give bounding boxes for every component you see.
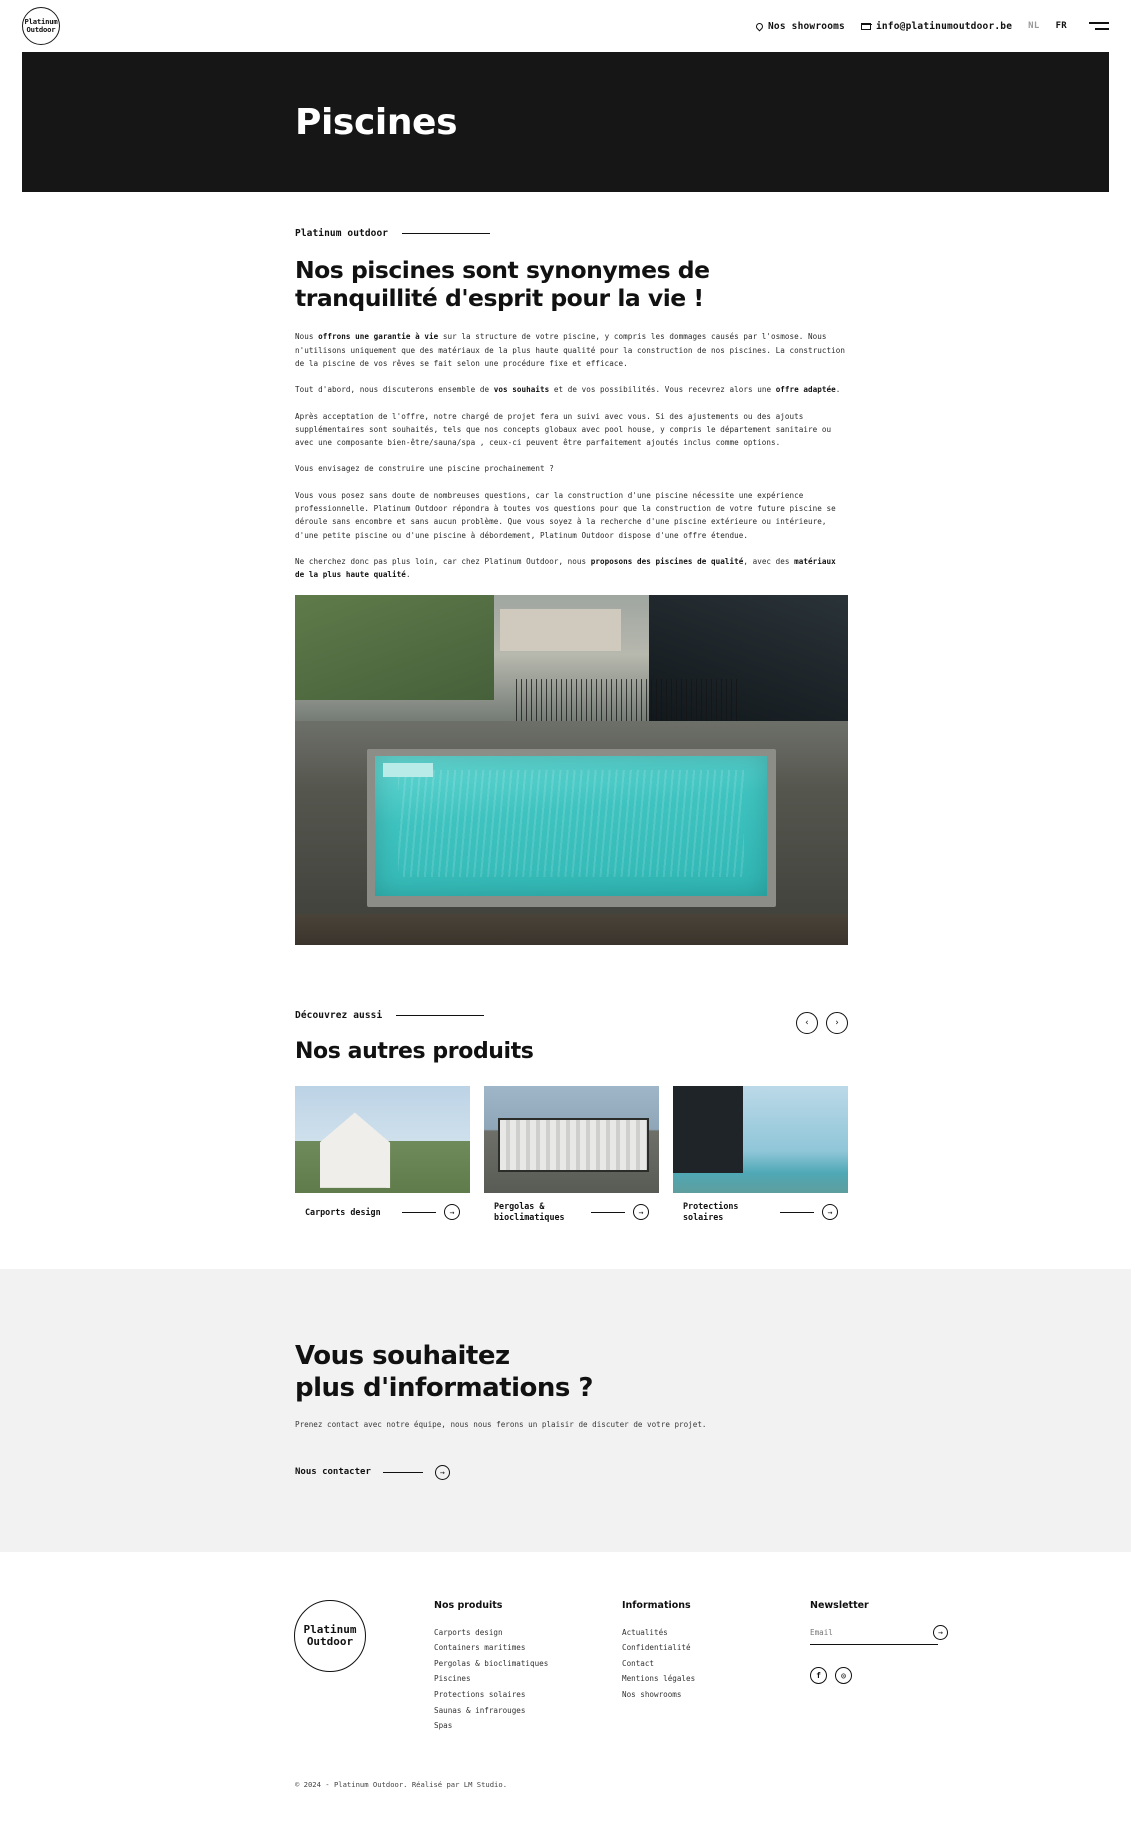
products-eyebrow [295, 1010, 848, 1021]
lang-fr[interactable]: FR [1055, 21, 1067, 31]
intro-p2-part-e: . [835, 385, 841, 395]
intro-p1-highlight: offrons une garantie à vie [318, 332, 439, 342]
envelope-icon [861, 23, 871, 30]
logo[interactable] [22, 7, 60, 45]
product-card-arrow-icon[interactable]: → [444, 1204, 460, 1220]
newsletter-form [810, 1625, 943, 1645]
product-card-arrow-icon[interactable]: → [633, 1204, 649, 1220]
cta-contact-label: Nous contacter [295, 1467, 371, 1478]
footer-newsletter-heading: Newsletter [810, 1599, 869, 1611]
product-card-title: Carports design [305, 1206, 381, 1217]
intro-title: Nos piscines sont synonymes de tranquillité d'esprit pour la vie ! [295, 256, 710, 312]
product-card-title: Pergolas & bioclimatiques [494, 1201, 565, 1223]
lang-nl[interactable]: NL [1028, 21, 1040, 31]
cta-contact-link[interactable] [295, 1465, 1131, 1480]
intro-p2-highlight-1: vos souhaits [493, 385, 550, 395]
footer-column-informations [622, 1600, 762, 1734]
footer-link-containers[interactable]: Containers maritimes [434, 1643, 526, 1653]
cta-section [0, 1269, 1131, 1551]
instagram-icon[interactable]: ◎ [835, 1667, 852, 1684]
logo-line-2: Outdoor [26, 25, 56, 34]
footer-link-mentions-legales[interactable]: Mentions légales [622, 1674, 696, 1684]
intro-eyebrow-label: Platinum outdoor [295, 228, 389, 239]
logo-line-1: Platinum [24, 17, 58, 27]
products-eyebrow-rule [396, 1015, 484, 1016]
intro-paragraph-4: Vous envisagez de construire une piscine prochainement ? [295, 464, 554, 474]
pool-photo [295, 595, 848, 945]
copyright-text: © 2024 - Platinum Outdoor. Réalisé par LM Studio. [295, 1779, 508, 1789]
product-card-rule [780, 1212, 814, 1213]
intro-paragraph-2 [295, 383, 848, 396]
footer-logo[interactable] [294, 1600, 366, 1672]
footer-link-showrooms[interactable]: Nos showrooms [622, 1690, 682, 1699]
footer-link-confidentialite[interactable]: Confidentialité [622, 1643, 691, 1653]
photo-lawn [295, 595, 494, 700]
nav-showrooms-label: Nos showrooms [768, 20, 845, 32]
product-card-pergolas[interactable] [484, 1086, 659, 1231]
intro-eyebrow [295, 228, 848, 239]
facebook-icon[interactable]: f [810, 1667, 827, 1684]
newsletter-submit-button[interactable]: → [933, 1625, 948, 1640]
product-card-title: Protections solaires [683, 1201, 739, 1223]
eyebrow-rule [402, 233, 490, 234]
intro-p2-highlight-2: offre adaptée [775, 385, 836, 395]
products-card-list [295, 1086, 848, 1231]
footer-logo-line-1: Platinum [303, 1622, 357, 1636]
page-title: Piscines [295, 101, 458, 143]
product-card-rule [402, 1212, 436, 1213]
product-card-protections-solaires[interactable] [673, 1086, 848, 1231]
products-title: Nos autres produits [295, 1039, 534, 1065]
header-nav [756, 21, 1109, 32]
footer-link-pergolas[interactable]: Pergolas & bioclimatiques [434, 1658, 549, 1668]
footer-link-contact[interactable]: Contact [622, 1658, 655, 1668]
footer-column-products [434, 1600, 574, 1734]
intro-p6-part-c: , avec des [743, 556, 795, 566]
intro-p2-part-a: Tout d'abord, nous discuterons ensemble de [295, 385, 494, 395]
footer-link-saunas[interactable]: Saunas & infrarouges [434, 1705, 526, 1715]
site-footer [0, 1552, 1131, 1734]
carousel-prev-button[interactable]: ‹ [796, 1012, 818, 1034]
footer-link-piscines[interactable]: Piscines [434, 1674, 471, 1684]
product-card-carports[interactable] [295, 1086, 470, 1231]
product-card-arrow-icon[interactable]: → [822, 1204, 838, 1220]
product-card-rule [591, 1212, 625, 1213]
footer-products-heading: Nos produits [434, 1599, 503, 1611]
carousel-next-button[interactable]: › [826, 1012, 848, 1034]
footer-informations-heading: Informations [622, 1599, 691, 1611]
intro-p6-highlight-1: proposons des piscines de qualité [590, 556, 744, 566]
photo-slab [500, 609, 622, 651]
intro-paragraph-6 [295, 555, 848, 582]
cta-text: Prenez contact avec notre équipe, nous nous ferons un plaisir de discuter de votre projet. [295, 1419, 707, 1429]
newsletter-email-input[interactable] [810, 1628, 913, 1637]
nav-showrooms[interactable] [756, 21, 845, 32]
footer-logo-line-2: Outdoor [306, 1634, 354, 1648]
photo-pool-water [375, 756, 768, 896]
footer-link-spas[interactable]: Spas [434, 1721, 453, 1731]
site-header [0, 0, 1131, 52]
product-card-label [673, 1193, 848, 1231]
intro-p6-highlight-2: matériaux de la plus haute qualité [295, 556, 836, 580]
social-links [810, 1667, 960, 1684]
footer-column-newsletter [810, 1600, 960, 1734]
cta-arrow-icon[interactable]: → [435, 1465, 450, 1480]
footer-link-actualites[interactable]: Actualités [622, 1627, 668, 1637]
hero-banner [22, 52, 1109, 192]
photo-ground [295, 914, 848, 946]
intro-section [295, 192, 848, 945]
nav-email[interactable] [861, 21, 1012, 32]
nav-email-label: info@platinumoutdoor.be [875, 20, 1013, 32]
intro-p6-part-a: Ne cherchez donc pas plus loin, car chez Platinum Outdoor, nous [295, 556, 591, 566]
footer-link-carports[interactable]: Carports design [434, 1627, 503, 1637]
product-card-label [484, 1193, 659, 1231]
intro-paragraph-5: Vous vous posez sans doute de nombreuses questions, car la construction d'une piscine nécessite une expérience professionnelle. Platinum Outdoor répondra à toutes vos questions pour que la construction de votre future piscine se déroule sans encombre et sans aucun problème. Que vous soyez à la recherche d'une piscine extérieure ou intérieure, d'une petite piscine ou d'une piscine à débordement, Platinum Outdoor dispose d'une offre étendue. [295, 490, 836, 540]
cta-rule [383, 1472, 423, 1473]
carousel-controls [796, 1012, 848, 1034]
products-eyebrow-label: Découvrez aussi [295, 1010, 383, 1022]
location-pin-icon [755, 21, 765, 31]
product-card-label [295, 1193, 470, 1231]
cta-title-line-1: Vous souhaitez [295, 1341, 510, 1372]
photo-pool-step [383, 763, 433, 777]
intro-p1-part-a: Nous [295, 332, 319, 342]
cta-title [295, 1341, 1131, 1403]
footer-link-protections[interactable]: Protections solaires [434, 1690, 526, 1699]
cta-title-line-2: plus d'informations ? [295, 1372, 594, 1403]
intro-p2-part-c: et de vos possibilités. Vous recevrez alors une [549, 385, 776, 395]
intro-p6-part-e: . [405, 570, 411, 580]
intro-paragraph-1 [295, 330, 848, 370]
intro-paragraph-3: Après acceptation de l'offre, notre chargé de projet fera un suivi avec vous. Si des ajustements ou des ajouts supplémentaires sont souhaités, tels que nos concepts globaux avec pool house, y compris le département sanitaire ou avec une composante bien-être/sauna/spa , ceux-ci peuvent être parfaitement ajoutés inclus comme options. [295, 411, 832, 448]
other-products-section [295, 1010, 848, 1231]
intro-p1-part-c: sur la structure de votre piscine, y compris les dommages causés par l'osmose. Nous n'utilisons uniquement que des matériaux de la plus haute qualité pour la construction de nos piscines. La construction de la piscine de vos rêves se fait selon une procédure fixe et efficace. [295, 332, 845, 368]
menu-burger-icon[interactable] [1089, 22, 1109, 29]
